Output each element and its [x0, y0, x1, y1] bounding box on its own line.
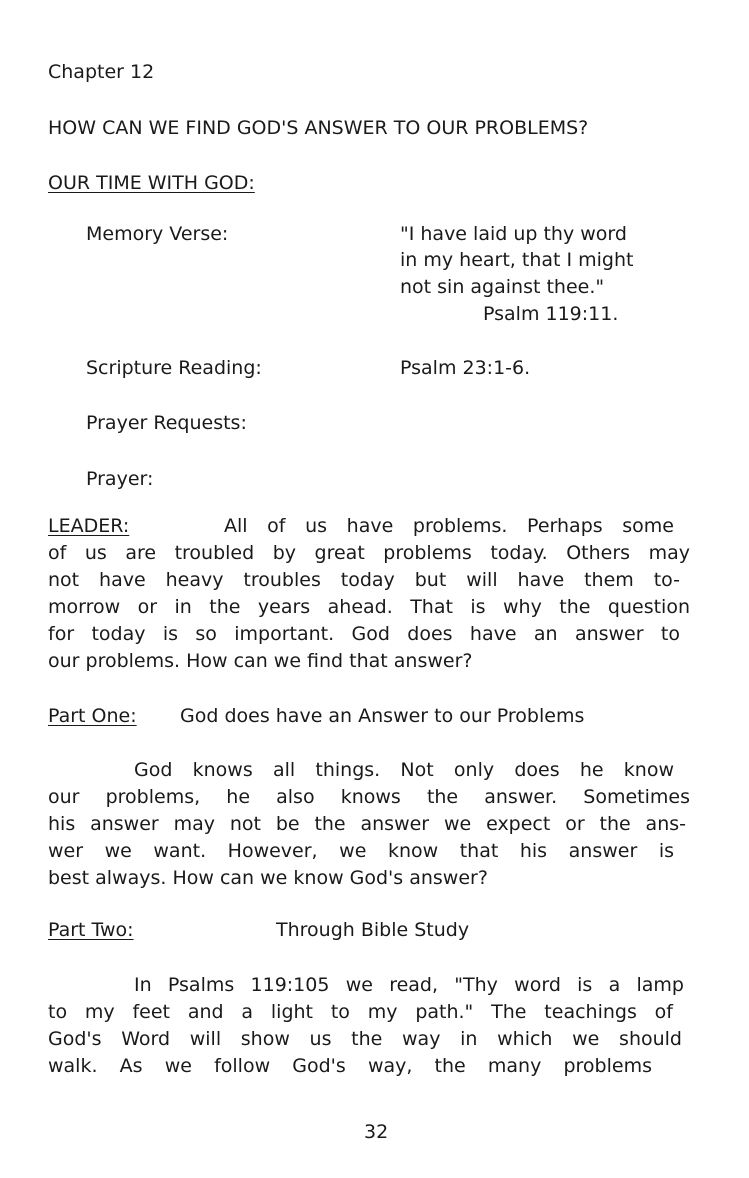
scripture-reading-value: Psalm 23:1-6. [400, 357, 531, 379]
scripture-reading-label: Scripture Reading: [86, 357, 262, 379]
memory-verse-line: in my heart, that I might [400, 249, 634, 271]
part-one-line: best always. How can we know God's answer? [48, 867, 488, 889]
prayer-label: Prayer: [86, 468, 154, 490]
part-two-title: Through Bible Study [276, 919, 470, 941]
memory-verse-line: not sin against thee." [400, 276, 605, 298]
memory-verse-label: Memory Verse: [86, 223, 229, 245]
part-two-line: to my feet and a light to my path." The teachings of [48, 1001, 673, 1023]
part-one-label: Part One: [48, 705, 137, 727]
leader-line: our problems. How can we find that answer? [48, 650, 473, 672]
part-one-line: his answer may not be the answer we expect or the ans- [48, 813, 686, 835]
chapter-label: Chapter 12 [48, 61, 155, 83]
part-one-title: God does have an Answer to our Problems [180, 705, 585, 727]
memory-verse-reference: Psalm 119:11. [483, 303, 619, 325]
leader-line: of us are troubled by great problems today. Others may [48, 542, 690, 564]
part-one-line: our problems, he also knows the answer. Sometimes [48, 786, 690, 808]
leader-line: morrow or in the years ahead. That is why the question [48, 596, 690, 618]
part-two-line: walk. As we follow God's way, the many problems [48, 1055, 652, 1077]
part-one-line: wer we want. However, we know that his answer is [48, 840, 674, 862]
leader-line: for today is so important. God does have an answer to [48, 623, 680, 645]
part-two-line: God's Word will show us the way in which we should [48, 1028, 682, 1050]
memory-verse-line: "I have laid up thy word [400, 223, 627, 245]
part-two-label: Part Two: [48, 919, 134, 941]
page-number: 32 [364, 1121, 389, 1143]
leader-line: All of us have problems. Perhaps some [224, 515, 674, 537]
leader-label: LEADER: [48, 515, 130, 537]
part-two-line: In Psalms 119:105 we read, "Thy word is a lamp [134, 974, 684, 996]
chapter-title: HOW CAN WE FIND GOD'S ANSWER TO OUR PROBLEMS? [48, 117, 589, 139]
part-one-line: God knows all things. Not only does he know [134, 759, 674, 781]
leader-line: not have heavy troubles today but will have them to- [48, 569, 680, 591]
prayer-requests-label: Prayer Requests: [86, 412, 247, 434]
section-heading: OUR TIME WITH GOD: [48, 172, 255, 194]
